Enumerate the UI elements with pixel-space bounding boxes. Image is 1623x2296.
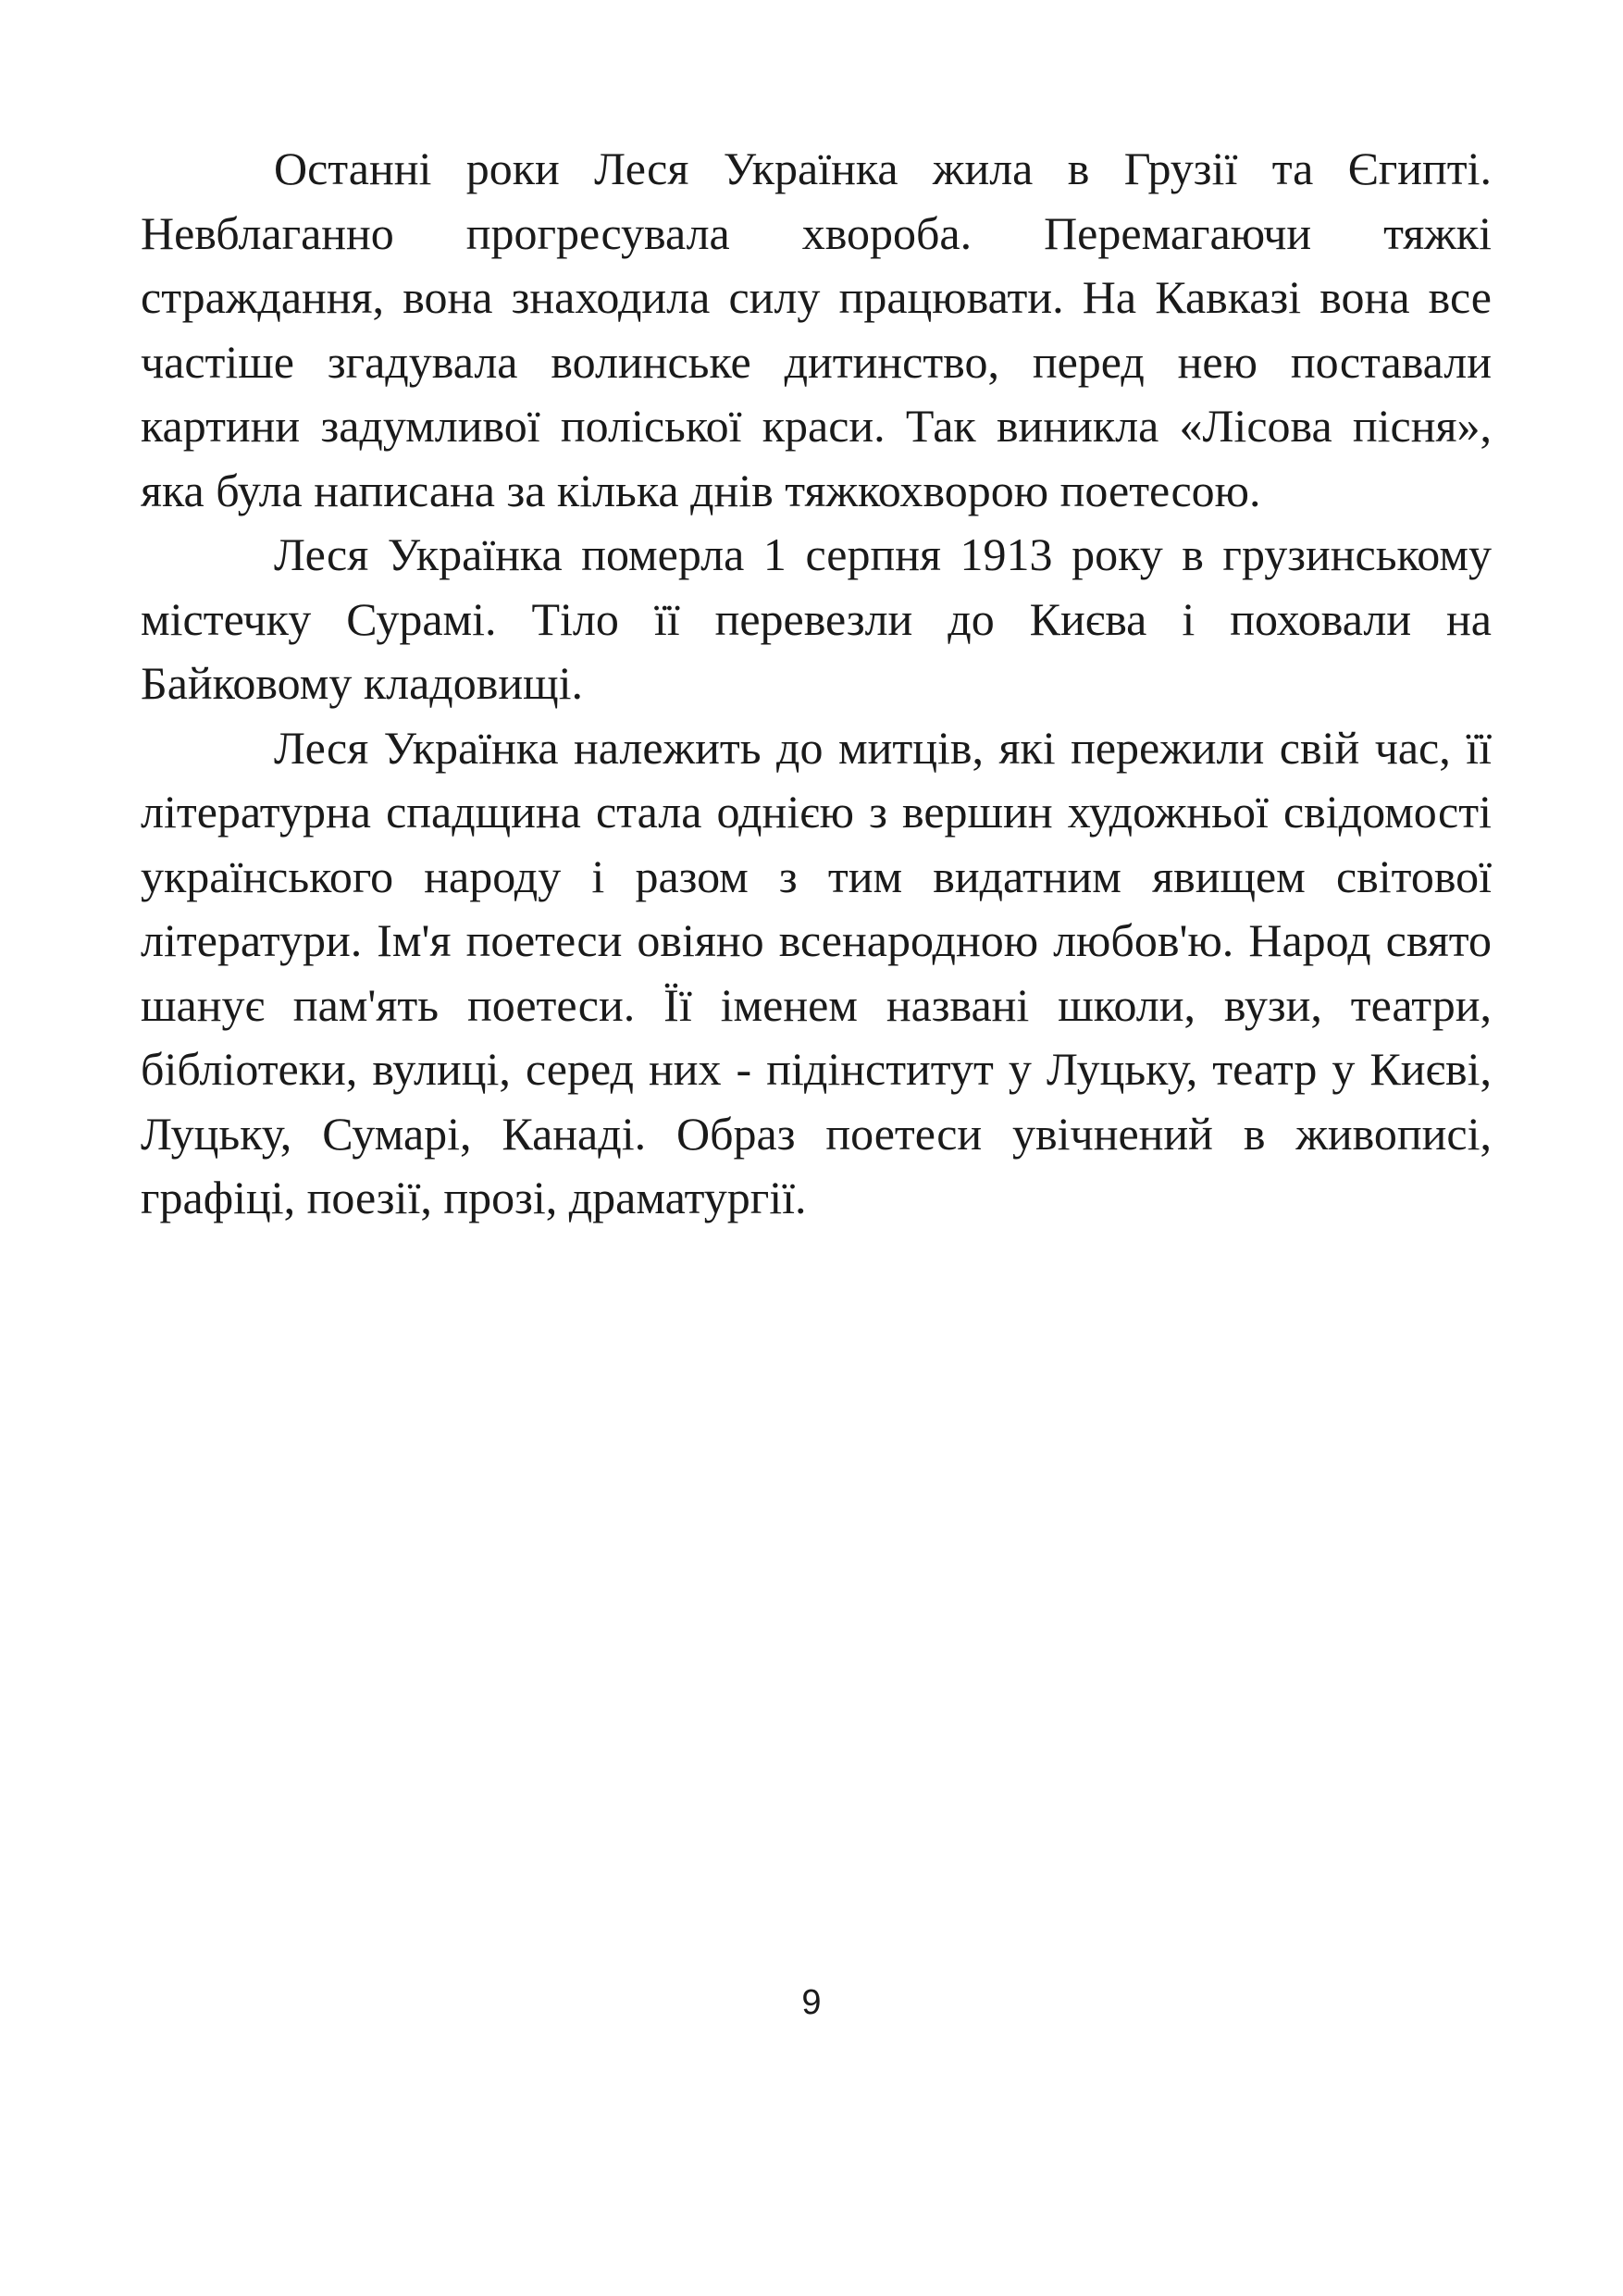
body-text: [141, 137, 1492, 1231]
page-number: 9: [801, 1983, 822, 2022]
paragraph-legacy: Леся Українка належить до митців, які пережили свій час, її літературна спадщина стала однією з вершин художньої свідомості українського народу і разом з тим видатним явищем світової літератури. Ім'я поетеси овіяно всенародною любов'ю. Народ свято шанує пам'ять поетеси. Її іменем названі школи, вузи, театри, бібліотеки, вулиці, серед них - підінститут у Луцьку, театр у Києві, Луцьку, Сумарі, Канаді. Образ поетеси увічнений в живописі, графіці, поезії, прозі, драматургії.: [141, 721, 1492, 1223]
paragraph-last-years: Останні роки Леся Українка жила в Грузії та Єгипті. Невблаганно прогресувала хвороба. Перемагаючи тяжкі страждання, вона знаходила силу працювати. На Кавказі вона все частіше згадувала волинське дитинство, перед нею поставали картини задумливої поліської краси. Так виникла «Лісова пісня», яка була написана за кілька днів тяжкохворою поетесою.: [141, 143, 1492, 516]
paragraph-death: Леся Українка померла 1 серпня 1913 року в грузинському містечку Сурамі. Тіло її перевезли до Києва і поховали на Байковому кладовищі.: [141, 528, 1492, 709]
